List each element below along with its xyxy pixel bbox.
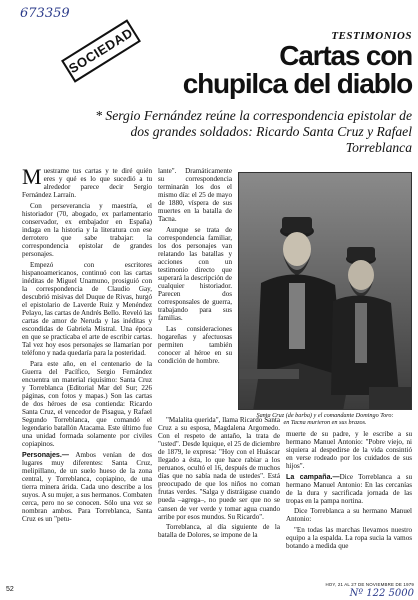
col3-paragraph-3: Dice Torreblanca a su hermano Manuel Antonio:	[286, 507, 412, 524]
column-2-lower	[158, 416, 280, 579]
col2-paragraph-1: lante". Dramáticamente su correspondencia terminarán los dos el mismo día: el 25 de mayo de 1880, víspera de sus muertes en la batalla de Tacna.	[158, 167, 232, 224]
col2-paragraph-4: "Malalita querida", llama Ricardo Santa Cruz a su esposa, Magdalena Argomedo. Con el respeto de antaño, la trata de "usted". Desde Iquique, el 25 de diciembre de 1879, le expresa: "Hoy con el Huáscar llegado a ésta, lo que hace rabiar a los peruanos, ocultó el 16, después de muchos días que no sabía nada de ustedes". Está preocupado de que los niños no coman frutas verdes. "Salga y distráigase cuando pueda –agrega–, no puede ser que no se cansen de ver verde y tomar agua cuando arribe por esos mundos. Su Ricardo".	[158, 416, 280, 521]
col2-paragraph-2: Aunque se trata de correspondencia familiar, los dos personajes van relatando las batallas y acciones con un testimonio directo que superará la descripción de cualquier historiador. Parecen dos corresponsales de guerra, trabajando para sus familias.	[158, 225, 232, 323]
col1-paragraph-5	[22, 451, 152, 523]
page-number: 52	[6, 586, 14, 593]
col3-paragraph-2	[286, 473, 412, 505]
col1-p1-text: uestrame tus cartas y te diré quién eres y qué es lo que sucedió a tu alrededor parece decir Sergio Fernández Larraín.	[22, 167, 152, 200]
drop-cap: M	[22, 167, 42, 189]
headline	[170, 42, 412, 98]
col1-p5-text: Ambos venían de dos lugares muy diferentes: Santa Cruz, melipillano, de un suelo hueso de la zona central, y Torreblanca, copiapino, de una tierra minera árida. Cada uno describe a los suyos. A su mujer, a sus hermanos. Combaten cerca, pero no se conocen. Sólo una vez se nombran ambos. Para Torreblanca, Santa Cruz es un "petu-	[22, 450, 152, 523]
photo-illustration	[239, 173, 412, 410]
archive-number-bottom: Nº 122 5000	[349, 588, 414, 599]
caption-line-1: Santa Cruz (de barba) y el comandante Domingo Toro:	[256, 412, 394, 419]
headline-line-1: Cartas con	[279, 40, 412, 71]
col2-paragraph-3: Las consideraciones hogareñas y afectuosas permiten también conocer al héroe en su condición de hombre.	[158, 324, 232, 366]
section-tag	[60, 24, 146, 78]
deck: * Sergio Fernández reúne la correspondencia epistolar de dos grandes soldados: Ricardo Santa Cruz y Rafael Torreblanca	[95, 108, 412, 155]
col1-paragraph-2: Con perseverancia y maestría, el historiador (70, abogado, ex parlamentario conservador, ex embajador en España) indaga en la historia y la literatura con ese derrotero que sabe trabajar: la correspondencia epistolar de grandes personajes.	[22, 201, 152, 258]
col1-paragraph-1	[22, 167, 152, 199]
col3-p2-text: Dice Torreblanca a su hermano Manuel Antonio: En las cercanías de la dura y sacrificada jornada de las tropas en la pampa nortina.	[286, 472, 412, 505]
section-tag-box	[61, 19, 141, 82]
col3-paragraph-1: muerte de su padre, y le escribe a su hermano Manuel Antonio: "Pobre viejo, ni siquiera al despedirse de la vida consintió en verse rodeado por los cuidados de sus hijos".	[286, 430, 412, 471]
col2-paragraph-5: Torreblanca, al día siguiente de la batalla de Dolores, se impone de la	[158, 523, 280, 540]
column-2-upper	[158, 167, 232, 414]
headline-line-2: chupilca del diablo	[182, 68, 412, 99]
photo-caption	[236, 412, 414, 427]
column-1	[22, 167, 152, 579]
archive-number-top: 673359	[20, 6, 70, 21]
col3-paragraph-4: "En todas las marchas llevamos nuestro equipo a la espalda. La ropa sucia la vamos botando a medida que	[286, 526, 412, 551]
date-stamp: HOY, 21 AL 27 DE NOVIEMBRE DE 1979	[325, 582, 414, 587]
col1-paragraph-3: Empezó con escritores hispanoamericanos, continuó con las cartas inéditas de Miguel Unamuno, prosiguió con la correspondencia de Claudio Gay, descubrió misivas del Duque de Rivas, hurgó el epistolario de Laverde Ruiz y Menéndez Pelayo, las cartas de Andrés Bello. Reveló las cartas de amor de Neruda y las inéditas y escondidas de Gabriela Mistral. Una época en que se practicaba el arte de escribir cartas. Tal vez hoy esos personajes se llamarían por teléfono y nada quedaría para la posteridad.	[22, 260, 152, 358]
historical-photo	[238, 172, 412, 410]
caption-line-2: en Tacna murieron en sus brazos.	[283, 419, 367, 427]
category-label: TESTIMONIOS	[331, 30, 412, 42]
subhead-campana: La campaña.—	[286, 472, 340, 481]
col1-paragraph-4: Para este año, en el centenario de la Guerra del Pacífico, Sergio Fernández encuentra un material riquísimo: Santa Cruz y Torreblanca (Editorial Mar del Sur; 226 páginas, con fotos y mapas.) Son las cartas de dos héroes de esa contienda: Ricardo Santa Cruz, el vencedor de Pisagua, y Rafael Segundo Torreblanca, que comandó el legendario batallón Atacama. Este último fue una unidad formada solamente por civiles copiapinos.	[22, 359, 152, 449]
column-3	[286, 430, 412, 579]
section-tag-label: SOCIEDAD	[65, 24, 136, 77]
subhead-personajes: Personajes.—	[22, 450, 69, 459]
